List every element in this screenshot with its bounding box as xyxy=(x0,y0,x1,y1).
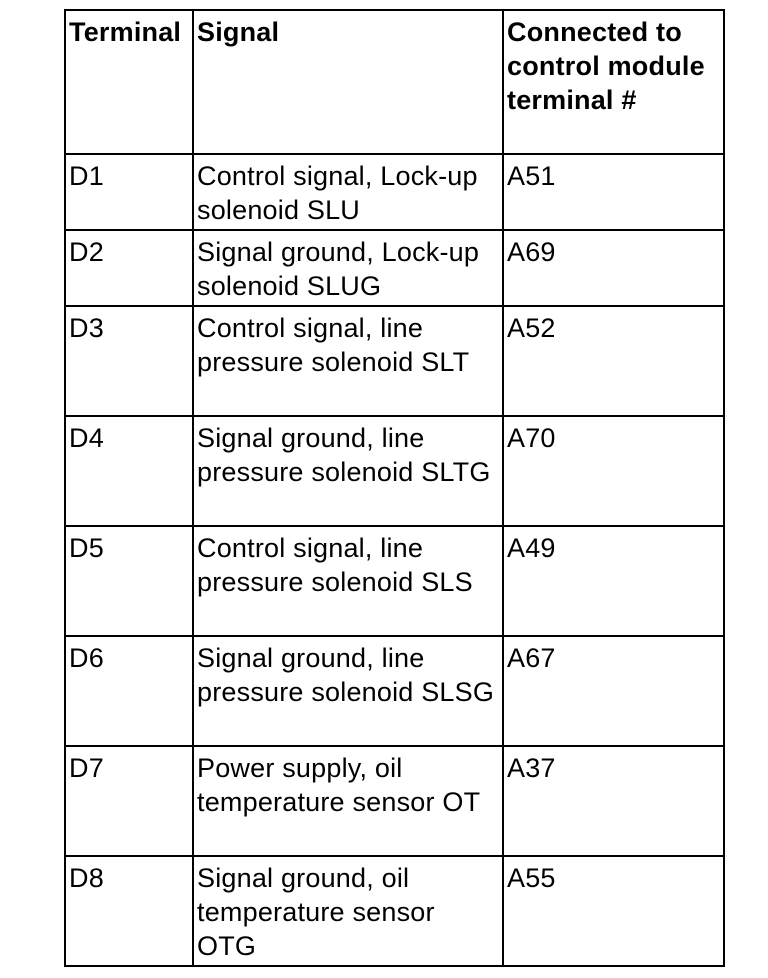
terminal-table xyxy=(64,9,725,967)
terminal-cell: D5 xyxy=(65,526,193,636)
terminal-cell: D8 xyxy=(65,856,193,966)
signal-cell: Power supply, oil temperature sensor OT xyxy=(193,746,503,856)
header-signal: Signal xyxy=(193,10,503,154)
connected-cell: A70 xyxy=(503,416,724,526)
table-row xyxy=(65,526,724,636)
terminal-cell: D6 xyxy=(65,636,193,746)
terminal-cell: D3 xyxy=(65,306,193,416)
table-row xyxy=(65,230,724,306)
signal-cell: Signal ground, oil temperature sensor OTG xyxy=(193,856,503,966)
table-row xyxy=(65,416,724,526)
connected-cell: A51 xyxy=(503,154,724,230)
connected-cell: A67 xyxy=(503,636,724,746)
signal-cell: Signal ground, line pressure solenoid SLSG xyxy=(193,636,503,746)
table-header-row xyxy=(65,10,724,154)
signal-cell: Control signal, Lock-up solenoid SLU xyxy=(193,154,503,230)
connected-cell: A37 xyxy=(503,746,724,856)
header-terminal: Terminal xyxy=(65,10,193,154)
connected-cell: A69 xyxy=(503,230,724,306)
signal-cell: Control signal, line pressure solenoid SLT xyxy=(193,306,503,416)
terminal-cell: D2 xyxy=(65,230,193,306)
terminal-cell: D7 xyxy=(65,746,193,856)
terminal-cell: D1 xyxy=(65,154,193,230)
terminal-cell: D4 xyxy=(65,416,193,526)
signal-cell: Signal ground, Lock-up solenoid SLUG xyxy=(193,230,503,306)
table-row xyxy=(65,154,724,230)
table-row xyxy=(65,636,724,746)
connected-cell: A52 xyxy=(503,306,724,416)
table-row xyxy=(65,306,724,416)
connected-cell: A55 xyxy=(503,856,724,966)
table-row xyxy=(65,856,724,966)
connected-cell: A49 xyxy=(503,526,724,636)
signal-cell: Signal ground, line pressure solenoid SLTG xyxy=(193,416,503,526)
header-connected: Connected to control module terminal # xyxy=(503,10,724,154)
table-row xyxy=(65,746,724,856)
signal-cell: Control signal, line pressure solenoid SLS xyxy=(193,526,503,636)
